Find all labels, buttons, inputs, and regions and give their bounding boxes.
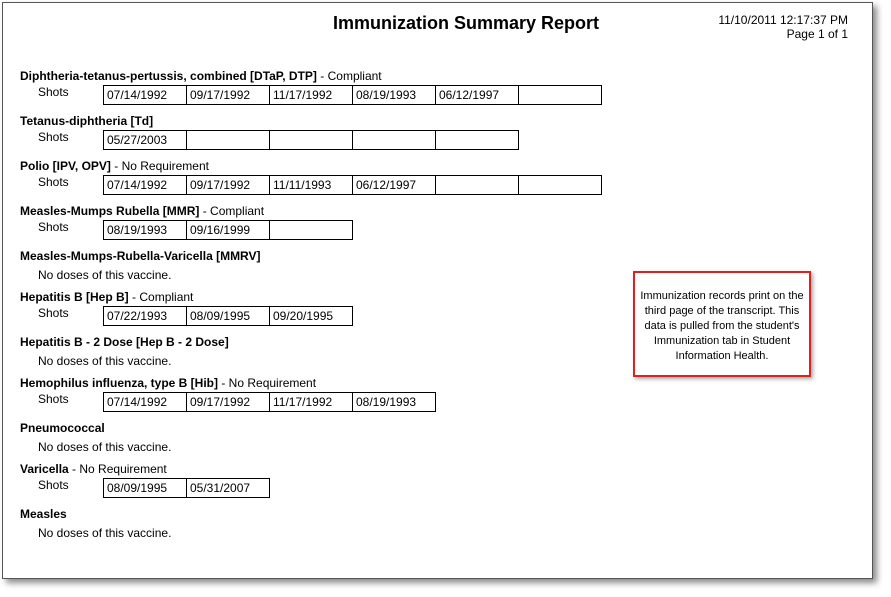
vaccine-name: Measles-Mumps-Rubella-Varicella [MMRV] — [20, 249, 261, 263]
vaccine-section — [20, 249, 640, 283]
vaccine-section — [20, 507, 640, 541]
shot-date-cell: 05/27/2003 — [104, 131, 187, 149]
shot-date-cell: 07/14/1992 — [104, 176, 187, 194]
shot-date-cell: 07/14/1992 — [104, 86, 187, 104]
vaccine-status: - No Requirement — [110, 159, 209, 173]
vaccine-heading — [20, 507, 640, 523]
vaccine-heading — [20, 249, 640, 265]
shots-row — [20, 478, 640, 500]
shots-label: Shots — [38, 392, 69, 406]
shot-date-cell — [436, 176, 519, 194]
shots-row — [20, 306, 640, 328]
shot-date-cell: 11/17/1992 — [270, 86, 353, 104]
vaccine-name: Polio [IPV, OPV] — [20, 159, 111, 173]
shot-date-cell: 07/22/1993 — [104, 307, 187, 325]
shot-date-cell: 05/31/2007 — [190, 481, 251, 495]
shots-label: Shots — [38, 478, 69, 492]
vaccine-section — [20, 159, 640, 197]
no-doses-text: No doses of this vaccine. — [38, 354, 172, 368]
report-timestamp: 11/10/2011 12:17:37 PM — [718, 13, 848, 27]
vaccine-status: - No Requirement — [68, 462, 167, 476]
shot-date-cell — [436, 131, 518, 149]
vaccine-status: - Compliant — [199, 204, 265, 218]
shot-date-cell: 09/16/1999 — [187, 221, 270, 239]
shot-date-cell: 11/11/1993 — [270, 176, 353, 194]
shot-date-cell: 09/17/1992 — [187, 86, 270, 104]
vaccine-section — [20, 290, 640, 328]
page-number: Page 1 of 1 — [786, 27, 848, 41]
shot-date-cell: 09/17/1992 — [187, 176, 270, 194]
shots-label: Shots — [38, 175, 69, 189]
vaccine-status: - Compliant — [316, 69, 382, 83]
vaccine-section — [20, 114, 640, 152]
shot-date-cell: 08/09/1995 — [104, 479, 187, 497]
vaccine-section — [20, 376, 640, 414]
report-title: Immunization Summary Report — [333, 13, 600, 33]
vaccine-section — [20, 204, 640, 242]
shot-date-cell: 08/19/1993 — [356, 395, 417, 409]
shot-dates-table — [103, 392, 436, 412]
shot-date-cell: 06/12/1997 — [436, 86, 519, 104]
vaccine-name: Measles — [20, 507, 67, 521]
vaccine-heading — [20, 159, 640, 175]
shot-date-cell: 11/17/1992 — [270, 393, 353, 411]
vaccine-name: Diphtheria-tetanus-pertussis, combined [DTaP, DTP] — [20, 69, 317, 83]
shots-row — [20, 130, 640, 152]
shots-row — [20, 85, 640, 107]
shot-date-cell — [270, 131, 353, 149]
shot-dates-table — [103, 478, 270, 498]
vaccine-heading — [20, 376, 640, 392]
vaccine-status: - No Requirement — [218, 376, 317, 390]
shots-label: Shots — [38, 306, 69, 320]
vaccine-heading — [20, 69, 640, 85]
shot-date-cell — [270, 221, 352, 239]
vaccine-section — [20, 421, 640, 455]
shot-date-cell — [519, 86, 601, 104]
shot-date-cell — [353, 131, 436, 149]
shot-dates-table — [103, 85, 602, 105]
vaccine-section — [20, 69, 640, 107]
shots-row — [20, 220, 640, 242]
shot-dates-table — [103, 175, 602, 195]
vaccine-heading — [20, 290, 640, 306]
callout-note — [633, 271, 811, 377]
shots-label: Shots — [38, 85, 69, 99]
vaccine-name: Hemophilus influenza, type B [Hib] — [20, 376, 219, 390]
shots-row — [20, 392, 640, 414]
no-doses-text: No doses of this vaccine. — [38, 526, 172, 540]
vaccine-section — [20, 335, 640, 369]
callout-note-text: Immunization records print on the third page of the transcript. This data is pulled from the student's Immunization tab in Student Information Health. — [640, 290, 804, 362]
vaccine-section — [20, 462, 640, 500]
vaccine-list — [20, 69, 640, 548]
vaccine-name: Pneumococcal — [20, 421, 105, 435]
vaccine-name: Varicella — [20, 462, 69, 476]
shot-date-cell: 09/20/1995 — [273, 309, 334, 323]
shots-label: Shots — [38, 130, 69, 144]
shot-dates-table — [103, 220, 353, 240]
vaccine-heading — [20, 335, 640, 351]
shot-date-cell: 06/12/1997 — [353, 176, 436, 194]
shot-date-cell: 08/19/1993 — [104, 221, 187, 239]
vaccine-status: - Compliant — [128, 290, 194, 304]
shot-date-cell — [519, 176, 601, 194]
shots-label: Shots — [38, 220, 69, 234]
vaccine-heading — [20, 421, 640, 437]
shot-date-cell: 09/17/1992 — [187, 393, 270, 411]
shot-date-cell: 08/19/1993 — [353, 86, 436, 104]
shot-dates-table — [103, 130, 519, 150]
vaccine-heading — [20, 204, 640, 220]
report-page — [2, 2, 873, 579]
vaccine-name: Tetanus-diphtheria [Td] — [20, 114, 154, 128]
shot-date-cell — [187, 131, 270, 149]
shot-date-cell: 07/14/1992 — [104, 393, 187, 411]
no-doses-text: No doses of this vaccine. — [38, 268, 172, 282]
vaccine-name: Measles-Mumps Rubella [MMR] — [20, 204, 200, 218]
report-meta — [718, 13, 848, 41]
shot-date-cell: 08/09/1995 — [187, 307, 270, 325]
vaccine-name: Hepatitis B - 2 Dose [Hep B - 2 Dose] — [20, 335, 229, 349]
vaccine-heading — [20, 114, 640, 130]
vaccine-heading — [20, 462, 640, 478]
shot-dates-table — [103, 306, 353, 326]
vaccine-name: Hepatitis B [Hep B] — [20, 290, 129, 304]
no-doses-text: No doses of this vaccine. — [38, 440, 172, 454]
shots-row — [20, 175, 640, 197]
